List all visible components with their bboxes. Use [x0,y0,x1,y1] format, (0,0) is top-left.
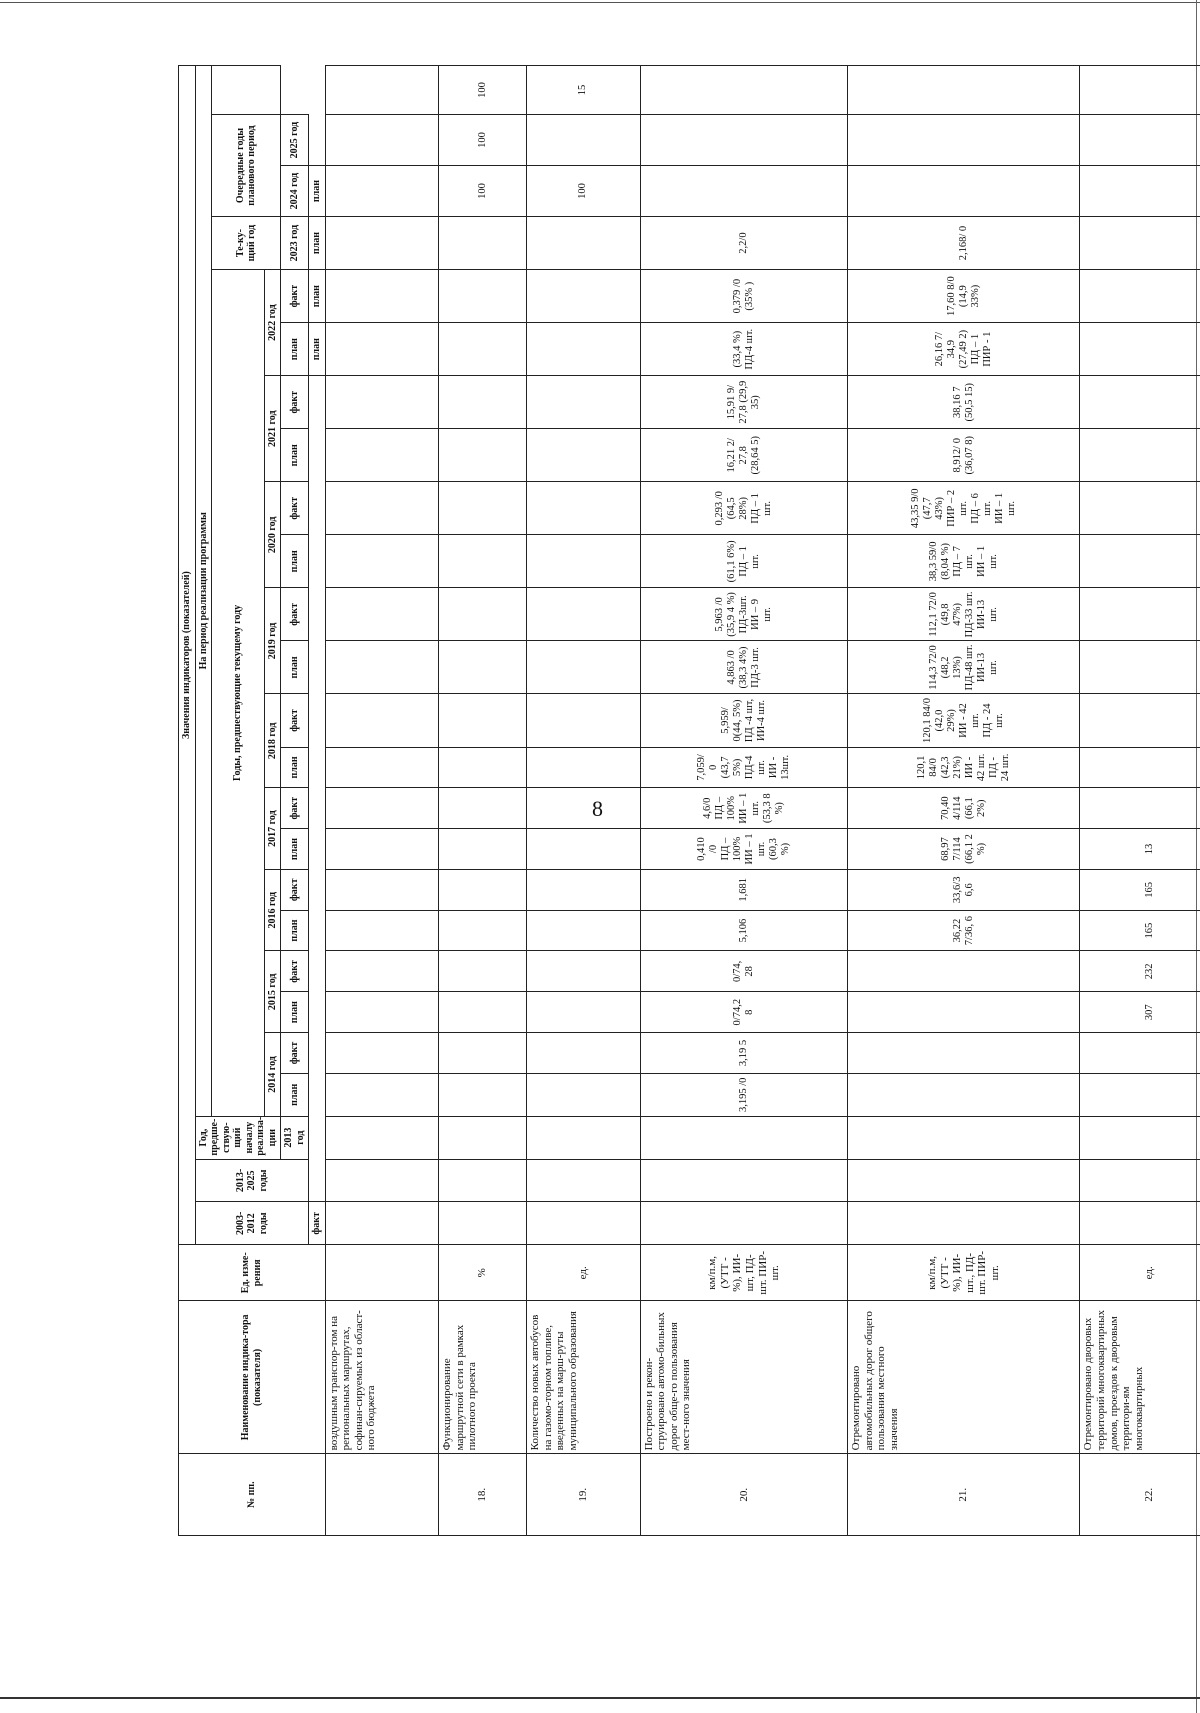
value-cell: 7,059/ 0 (43,7 5%) ПД-4 шт. ИИ - 13шт. [640,747,848,788]
header-fact: факт [281,951,309,992]
value-cell [640,65,848,114]
value-cell [640,166,848,217]
value-cell [325,482,439,535]
value-cell: 0/74, 28 [640,951,848,992]
value-cell [526,992,640,1033]
header-fact: факт [281,588,309,641]
value-cell [439,788,527,829]
header-year-2023: 2023 год [281,217,309,270]
value-cell [439,1116,527,1159]
header-year-2013: 2013 год [281,1116,309,1159]
value-cell: 100 [526,166,640,217]
table-row [325,29,439,1536]
value-cell [640,115,848,166]
header-2003-2012: 2003-2012 годы [195,1202,309,1245]
row-number [325,1454,439,1536]
value-cell: 4,863 /0 (38,3 4%) ПД-3 шт. [640,641,848,694]
header-2013-2025: 2013-2025 годы [195,1159,309,1202]
value-cell [439,429,527,482]
indicator-table [178,28,1200,1536]
header-spacer [212,65,281,114]
value-cell [325,1033,439,1074]
indicator-unit [325,1245,439,1301]
value-cell [526,482,640,535]
value-cell [325,992,439,1033]
value-cell [526,1033,640,1074]
value-cell [325,910,439,951]
value-cell [439,1159,527,1202]
value-cell [439,694,527,747]
value-cell [1080,270,1200,323]
header-plan-period: Очередные годы планового период [212,115,281,217]
value-cell: 232 [1080,951,1200,992]
value-cell [325,166,439,217]
value-cell [526,323,640,376]
bottom-edge-rule [0,1697,1200,1699]
indicator-name: Построено и рекон-струировано автомо-бильных дорог обще-го пользования мест-ного значения [640,1301,848,1454]
value-cell [325,323,439,376]
value-cell: 120,1 84/0 (42,0 29%) ИИ - 42 шт. ПД - 24 шт. [848,694,1080,747]
value-cell: 4,6/0 ПД – 100% ИИ – 1 шт. (53,3 8 %) [640,788,848,829]
value-cell: 2,2/0 [640,217,848,270]
indicator-unit: % [439,1245,527,1301]
header-year-2022: 2022 год [264,270,281,376]
value-cell [1080,429,1200,482]
header-fact: факт [281,1033,309,1074]
value-cell: (61,1 6%) ПД – 1 шт. [640,535,848,588]
value-cell [325,641,439,694]
value-cell [439,869,527,910]
indicator-name: Функционирование маршрутной сети в рамках пилотного проекта [439,1301,527,1454]
value-cell: 15 [526,65,640,114]
header-plan: план [281,429,309,482]
value-cell [526,694,640,747]
header-year-2024: 2024 год [281,166,309,217]
value-cell: 120,1 84/0 (42,3 21%) ИИ - 42 шт. ПД - 24 шт. [848,747,1080,788]
value-cell [325,115,439,166]
value-cell: 0,410 /0 ПД – 100% ИИ – 1 шт. (60,3 %) [640,829,848,870]
value-cell [439,376,527,429]
header-plan: план [281,747,309,788]
header-year-2018: 2018 год [264,694,281,788]
value-cell: 114,3 72/0 (48,2 13%) ПД-48 шт. ИИ-13 шт. [848,641,1080,694]
value-cell [325,217,439,270]
header-prev-year: Год, предше-ствую-щий началу реализа-ции [195,1116,281,1159]
value-cell [1080,694,1200,747]
indicator-unit: км/п.м, (УТТ - %), ИИ-шт, ПД-шт. ПИР-шт. [640,1245,848,1301]
value-cell [439,217,527,270]
header-fact: факт [281,869,309,910]
table-row [640,29,848,1536]
header-fact: факт [281,270,309,323]
value-cell [325,65,439,114]
value-cell: 1,681 [640,869,848,910]
value-cell [1080,641,1200,694]
value-cell [439,535,527,588]
row-number: 20. [640,1454,848,1536]
value-cell: 15,91 9/ 27,8 (29,9 35) [640,376,848,429]
value-cell [526,1202,640,1245]
header-year-2020: 2020 год [264,482,281,588]
value-cell: 13 [1080,829,1200,870]
value-cell [526,270,640,323]
value-cell [325,951,439,992]
indicator-name: Отремонтировано дворовых территорий многоквартирных домов, проездов к дворовым территори-ям многоквартирных [1080,1301,1200,1454]
header-year-2019: 2019 год [264,588,281,694]
header-year-2016: 2016 год [264,869,281,951]
value-cell [439,910,527,951]
value-cell [439,1202,527,1245]
value-cell [1080,535,1200,588]
header-unit: Ед. изме-рения [179,1245,326,1301]
value-cell [526,1159,640,1202]
indicator-unit: ед. [1080,1245,1200,1301]
value-cell [439,1073,527,1116]
value-cell [325,694,439,747]
header-fact: факт [309,1202,326,1245]
value-cell [848,65,1080,114]
header-fact: факт [281,482,309,535]
rotated-indicator-table [178,28,1184,1536]
value-cell: 5,963 /0 (35,9 4 %) ПД-3шт. ИИ – 9 шт. [640,588,848,641]
indicator-name: воздушным транспор-том на региональных маршрутах, софинан-сируемых из област-ного бюджета [325,1301,439,1454]
header-year-2021: 2021 год [264,376,281,482]
value-cell: 16,21 2/ 27,8 (28,64 5) [640,429,848,482]
header-plan: план [281,535,309,588]
value-cell [640,1116,848,1159]
value-cell [526,1116,640,1159]
header-plan: план [309,166,326,217]
value-cell [439,747,527,788]
table-row [848,29,1080,1536]
value-cell: 70,40 4/114 (66,1 2%) [848,788,1080,829]
header-current-year: Те-ку-щий год [212,217,281,270]
table-row [526,29,640,1536]
value-cell [526,217,640,270]
value-cell [325,429,439,482]
value-cell: 2,168/ 0 [848,217,1080,270]
value-cell [526,829,640,870]
value-cell [325,869,439,910]
value-cell [848,992,1080,1033]
header-indicator-name: Наименование индика-тора (показателя) [179,1301,326,1454]
value-cell [640,1202,848,1245]
row-number: 22. [1080,1454,1200,1536]
row-number: 19. [526,1454,640,1536]
value-cell [1080,65,1200,114]
value-cell [526,747,640,788]
value-cell: 165 [1080,910,1200,951]
value-cell: 165 [1080,869,1200,910]
value-cell: (33,4 %) ПД-4 шт. [640,323,848,376]
value-cell: 38,3 59/0 (8,04 %) ПД – 7 шт. ИИ – 1 шт. [848,535,1080,588]
value-cell [526,376,640,429]
value-cell [1080,588,1200,641]
header-blank-band [309,376,326,1202]
table-row [439,29,527,1536]
value-cell [439,829,527,870]
header-plan: план [281,992,309,1033]
value-cell [325,376,439,429]
value-cell [848,115,1080,166]
value-cell [526,641,640,694]
value-cell: 68,97 7/114 (66,1 2 %) [848,829,1080,870]
value-cell [325,788,439,829]
value-cell [325,1159,439,1202]
indicator-unit: км/п.м, (УТТ - %), ИИ-шт., ПД-шт. ПИР-шт. [848,1245,1080,1301]
value-cell [1080,166,1200,217]
value-cell [1080,747,1200,788]
value-cell: 3,195 /0 [640,1073,848,1116]
value-cell [526,535,640,588]
table-row [1080,29,1200,1536]
value-cell: 5,959/ 0(44, 5%) ПД -4 шт, ИИ-4 шт. [640,694,848,747]
value-cell [640,1159,848,1202]
value-cell: 26,16 7/ 34,9 (27,49 2) ПД – 1 ПИР - 1 [848,323,1080,376]
value-cell [848,1116,1080,1159]
value-cell: 38,16 7 (50,5 15) [848,376,1080,429]
value-cell: 0,379 /0 (35% ) [640,270,848,323]
value-cell [1080,788,1200,829]
value-cell [1080,376,1200,429]
value-cell [526,588,640,641]
value-cell [439,482,527,535]
header-prior-years: Годы, предшествующие текущему году [212,270,265,1117]
value-cell [1080,1116,1200,1159]
indicator-name: Отремонтировано автомобильных дорог общего пользования местного значения [848,1301,1080,1454]
value-cell [1080,1159,1200,1202]
value-cell [848,1202,1080,1245]
header-year-2015: 2015 год [264,951,281,1033]
value-cell [439,951,527,992]
indicator-name: Количество новых автобусов на газомо-торном топливе, введенных на марш-руты муниципального образования [526,1301,640,1454]
value-cell [848,166,1080,217]
value-cell: 8,912/ 0 (36,07 8) [848,429,1080,482]
value-cell [526,1073,640,1116]
value-cell [1080,323,1200,376]
header-year-2025: 2025 год [281,115,309,166]
header-fact: факт [281,694,309,747]
header-fact: факт [281,788,309,829]
value-cell [325,747,439,788]
header-plan: план [309,217,326,270]
header-number: № пп. [179,1454,326,1536]
value-cell [439,323,527,376]
value-cell [848,1159,1080,1202]
indicator-unit: ед. [526,1245,640,1301]
header-plan: план [281,323,309,376]
value-cell [439,270,527,323]
value-cell: 33,6/3 6,6 [848,869,1080,910]
header-fact: факт [281,376,309,429]
value-cell [526,429,640,482]
header-plan: план [309,323,326,376]
value-cell: 0,293 /0 (64,5 28%) ПД – 1 шт. [640,482,848,535]
value-cell: 100 [439,115,527,166]
value-cell [1080,1202,1200,1245]
value-cell [325,1073,439,1116]
value-cell: 0/74,2 8 [640,992,848,1033]
value-cell: 5,106 [640,910,848,951]
value-cell [325,1116,439,1159]
table-body [325,29,1200,1536]
value-cell [439,588,527,641]
row-number: 21. [848,1454,1080,1536]
value-cell [439,1033,527,1074]
value-cell [325,588,439,641]
value-cell [848,1033,1080,1074]
header-values-title: Значения индикаторов (показателей) [179,65,196,1244]
value-cell: 17,60 8/0 (14,9 33%) [848,270,1080,323]
value-cell [1080,482,1200,535]
header-plan: план [309,270,326,323]
value-cell [325,1202,439,1245]
value-cell [526,788,640,829]
header-plan: план [281,1073,309,1116]
value-cell: 100 [439,166,527,217]
value-cell [848,951,1080,992]
value-cell [526,951,640,992]
value-cell [325,829,439,870]
header-year-2014: 2014 год [264,1033,281,1117]
header-plan: план [281,829,309,870]
value-cell [325,535,439,588]
page-number: 8 [592,796,603,821]
value-cell [526,869,640,910]
value-cell [325,270,439,323]
value-cell [848,1073,1080,1116]
value-cell: 100 [439,65,527,114]
row-number: 18. [439,1454,527,1536]
value-cell [439,641,527,694]
value-cell: 43,35 9/0 (47,7 43%) ПИР – 2 шт. ПД – 6 шт. ИИ – 1 шт. [848,482,1080,535]
value-cell: 3,19 5 [640,1033,848,1074]
value-cell: 112,1 72/0 (49,8 47%) ПД-33 шт. ИИ-13 шт. [848,588,1080,641]
value-cell: 36,22 7/36, 6 [848,910,1080,951]
value-cell [1080,1073,1200,1116]
value-cell [526,910,640,951]
value-cell [1080,217,1200,270]
value-cell [1080,115,1200,166]
top-edge-rule [0,2,1200,3]
value-cell [1080,1033,1200,1074]
header-plan: план [281,910,309,951]
header-period-title: На период реализации программы [195,65,212,1116]
value-cell [439,992,527,1033]
value-cell: 307 [1080,992,1200,1033]
header-year-2017: 2017 год [264,788,281,870]
value-cell [526,115,640,166]
header-plan: план [281,641,309,694]
